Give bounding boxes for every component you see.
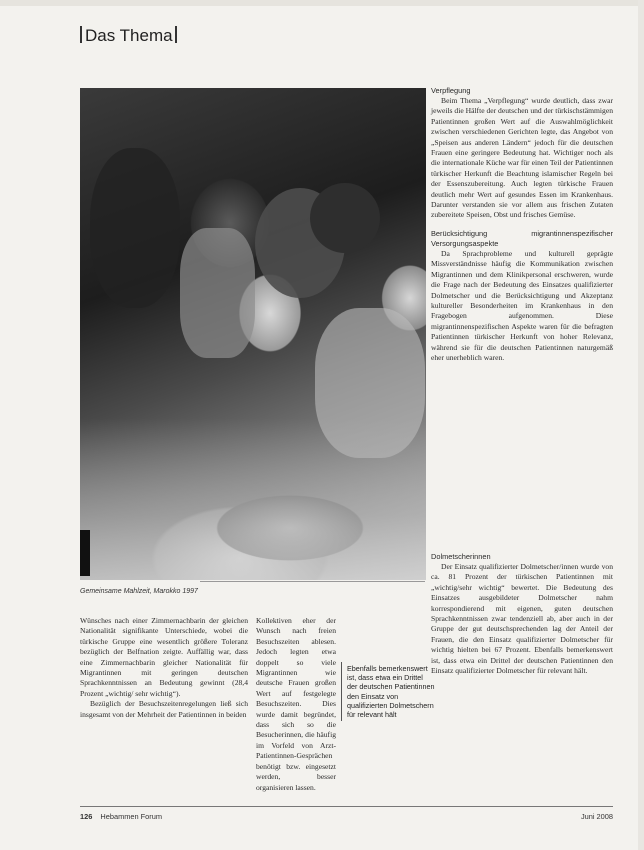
- page-number: 126: [80, 812, 93, 821]
- paragraph: Wünsches nach einer Zimmernachbarin der gleichen Nationalität signifikante Unterschiede, wobei die türkische Gruppe eine wesentlich größere Toleranz bezüglich der Belfnation zeigte. Auffällig war, dass eine Zimmernachbarin gleicher Nationalität für Migrantinnen mit geringen deutschen Sprachkenntnissen an Bedeutung gewinnt (28,4 Prozent „wichtig/ sehr wichtig“).: [80, 616, 248, 698]
- section-heading-dolmetscherinnen: Dolmetscherinnen: [431, 552, 491, 561]
- column-right-top: [431, 86, 613, 363]
- caption-rule: [200, 581, 425, 582]
- footer-rule: [80, 806, 613, 807]
- pull-quote: Ebenfalls bemerkenswert ist, dass etwa ein Drittel der deutschen Patientinnen den Einsatz von qualifizierten Dolmetschern für relevant hält: [341, 662, 435, 721]
- column-right-bottom: [431, 552, 613, 676]
- photo-table: [80, 418, 426, 580]
- section-header: [80, 26, 177, 46]
- section-heading-migrantinnen: Berücksichtigung migrantinnenspezifischer Versorgungsaspekte: [431, 228, 613, 248]
- paragraph: Kollektiven eher der Wunsch nach freien Besuchszeiten ablesen. Jedoch legten etwa doppelt so viele Migrantinnen wie deutsche Frauen großen Wert auf festgelegte Besuchszeiten. Dies wurde damit begründet, dass sich so die Besucherinnen, die häufig im Vorfeld von Arzt-Patientinnen-Gesprächen benötigt bzw. eingesetzt werden, besser organisieren lassen.: [256, 616, 336, 792]
- column-bottom-left: [80, 616, 248, 720]
- page-edge: [0, 0, 644, 6]
- photo-head-right: [310, 183, 380, 253]
- page-footer: [80, 812, 613, 821]
- photo-figure-left: [90, 148, 180, 308]
- photo-caption: Gemeinsame Mahlzeit, Marokko 1997: [80, 588, 198, 595]
- journal-name: Hebammen Forum: [100, 812, 163, 821]
- page-edge-right: [638, 0, 644, 850]
- paragraph: Beim Thema „Verpflegung“ wurde deutlich, dass zwar jeweils die Hälfte der deutschen und der türkischstämmigen Patientinnen großen Wert auf die Auswahlmöglichkeit zwischen verschiedenen Gerichten legte, das Angebot von „Speisen aus anderen Ländern“ jedoch für die deutschen Frauen eine geringere Bedeutung hat. Wichtiger noch als die internationale Küche war für einen Teil der Patientinnen türkischer Herkunft die Beachtung islamischer Regeln bei der Essenszubereitung. Auch legten türkische Frauen deutlich mehr Wert auf gesundes Essen im Krankenhaus. Darunter verstanden sie vor allem aus frischen Zutaten zubereitete Speisen, Obst und frisches Gemüse.: [431, 96, 613, 220]
- section-heading-verpflegung: Verpflegung: [431, 86, 471, 95]
- paragraph: Der Einsatz qualifizierter Dolmetscher/innen wurde von ca. 81 Prozent der türkischen Patientinnen mit „wichtig/sehr wichtig“ bewertet. Die Bedeutung des Einsatzes ausgebildeter Dolmetscher nahm korrespondierend mit eigenen, guten deutschen Sprachkenntnissen zwar tendenziell ab, aber auch in der Gruppe der gut deutschsprechenden lag der Anteil der Frauen, die den Einsatz qualifizierter Dolmetscher für wichtig hielten bei 67 Prozent. Ebenfalls bemerkenswert ist, dass etwa ein Drittel der deutschen Patientinnen den Einsatz qualifizierter Dolmetscher für relevant hält.: [431, 562, 613, 676]
- header-bar-right: [175, 26, 177, 43]
- photo-child-left: [180, 228, 255, 358]
- section-title: Das Thema: [85, 26, 173, 45]
- column-bottom-middle: [256, 616, 336, 793]
- photo-side-label: [80, 530, 90, 576]
- article-photo: [80, 88, 426, 580]
- issue-date: Juni 2008: [580, 812, 613, 821]
- paragraph: Da Sprachprobleme und kulturell geprägte Missverständnisse häufig die Kommunikation zwischen Migrantinnen und dem Klinikpersonal erschweren, wurde die Frage nach der Bedeutung des Einsatzes qualifizierter Dolmetscher und die Berücksichtigung und Akzeptanz kultureller Besonderheiten im Krankenhaus in den Fragebogen aufgenommen. Diese migrantinnenspezifischen Aspekte waren für die befragten Patientinnen türkischer Herkunft von hoher Relevanz, während sie für die deutschen Patientinnen naturgemäß eher unerheblich waren.: [431, 248, 613, 362]
- paragraph: Bezüglich der Besuchszeitenregelungen ließ sich insgesamt von der Mehrheit der Patientinnen in beiden: [80, 699, 248, 719]
- header-bar-left: [80, 26, 82, 43]
